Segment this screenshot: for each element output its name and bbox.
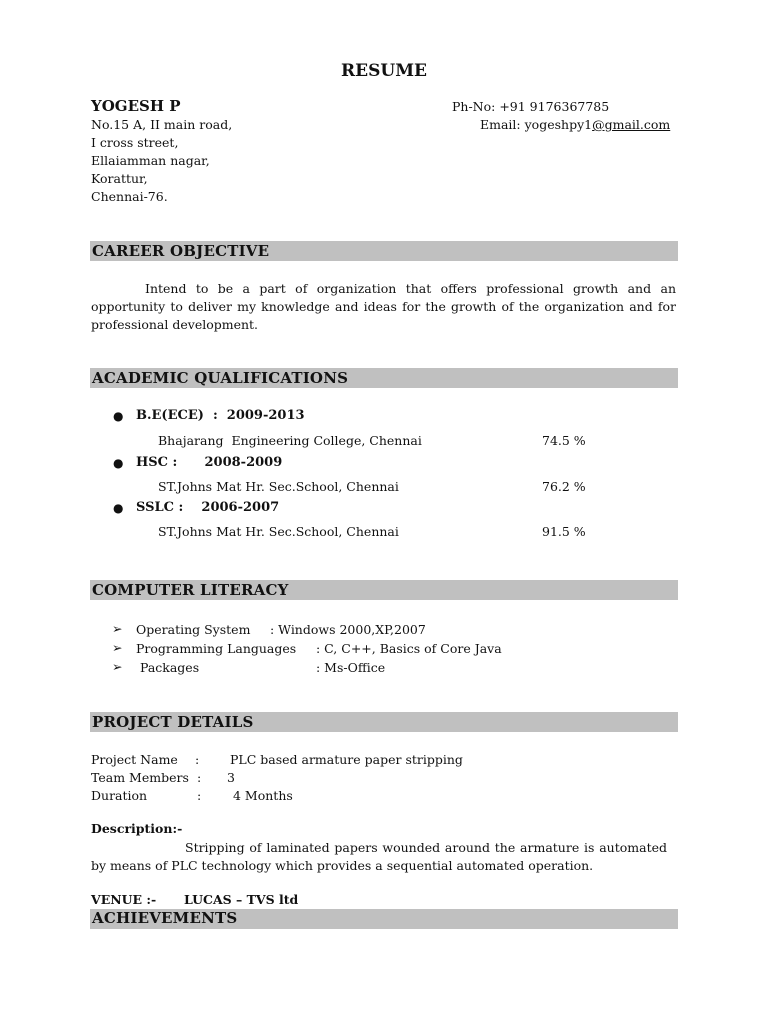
address-line: I cross street, — [91, 135, 179, 150]
description-text: Stripping of laminated papers wounded around the armature is automated by means of PLC technology which provides a sequential automated operation. — [91, 840, 667, 873]
bullet-icon: ● — [113, 409, 124, 423]
skill-label: Operating System — [136, 622, 251, 637]
description-label: Description:- — [91, 821, 183, 836]
qualification-label: B.E(ECE) : 2009-2013 — [136, 408, 305, 423]
phone-number: Ph-No: +91 9176367785 — [452, 99, 610, 114]
computer-literacy-bar — [90, 580, 678, 600]
academic-bar — [90, 368, 678, 388]
qualification-score: 76.2 % — [542, 479, 586, 494]
qualification-institution: ST.Johns Mat Hr. Sec.School, Chennai — [158, 524, 399, 539]
arrow-bullet-icon: ➢ — [112, 621, 123, 636]
address-line: Ellaiamman nagar, — [91, 153, 210, 168]
skill-label: Packages — [136, 660, 200, 675]
section-heading: ACHIEVEMENTS — [92, 909, 238, 927]
skill-value: : C, C++, Basics of Core Java — [316, 641, 502, 656]
skill-value: : Ms-Office — [316, 660, 386, 675]
section-heading: ACADEMIC QUALIFICATIONS — [92, 369, 349, 387]
career-objective-bar — [90, 241, 678, 261]
email-link[interactable]: @gmail.com — [592, 117, 671, 132]
project-field-value: 4 Months — [233, 788, 293, 803]
venue-label: VENUE :- — [91, 892, 157, 907]
project-field-separator: : — [195, 752, 200, 767]
project-details-bar — [90, 712, 678, 732]
qualification-institution: ST.Johns Mat Hr. Sec.School, Chennai — [158, 479, 399, 494]
skill-label: Programming Languages — [136, 641, 297, 656]
project-field-label: Project Name — [91, 752, 178, 767]
resume-title: RESUME — [341, 61, 427, 81]
qualification-label: HSC : 2008-2009 — [136, 455, 283, 470]
venue-value: LUCAS – TVS ltd — [184, 892, 299, 907]
project-field-label: Team Members — [91, 770, 189, 785]
career-objective-text: Intend to be a part of organization that offers professional growth and an opportunity to deliver my knowledge and ideas for the growth of the organization and for professional development. — [91, 281, 676, 332]
qualification-institution: Bhajarang Engineering College, Chennai — [158, 433, 422, 448]
qualification-score: 74.5 % — [542, 433, 586, 448]
address-line: No.15 A, II main road, — [91, 117, 233, 132]
achievements-bar — [90, 909, 678, 929]
bullet-icon: ● — [113, 501, 124, 515]
address-line: Chennai-76. — [91, 189, 168, 204]
skill-value: : Windows 2000,XP,2007 — [270, 622, 426, 637]
project-field-value: PLC based armature paper stripping — [230, 752, 463, 767]
qualification-score: 91.5 % — [542, 524, 586, 539]
section-heading: COMPUTER LITERACY — [92, 581, 289, 599]
project-field-label: Duration — [91, 788, 148, 803]
arrow-bullet-icon: ➢ — [112, 659, 123, 674]
candidate-name: YOGESH P — [91, 97, 181, 115]
project-field-separator: : — [197, 788, 202, 803]
section-heading: CAREER OBJECTIVE — [92, 242, 270, 260]
project-field-value: 3 — [227, 770, 235, 785]
email-prefix: Email: yogeshpy1 — [480, 117, 593, 132]
email-line — [480, 117, 670, 132]
bullet-icon: ● — [113, 456, 124, 470]
section-heading: PROJECT DETAILS — [92, 713, 254, 731]
qualification-label: SSLC : 2006-2007 — [136, 500, 280, 515]
arrow-bullet-icon: ➢ — [112, 640, 123, 655]
project-field-separator: : — [197, 770, 202, 785]
address-line: Korattur, — [91, 171, 148, 186]
